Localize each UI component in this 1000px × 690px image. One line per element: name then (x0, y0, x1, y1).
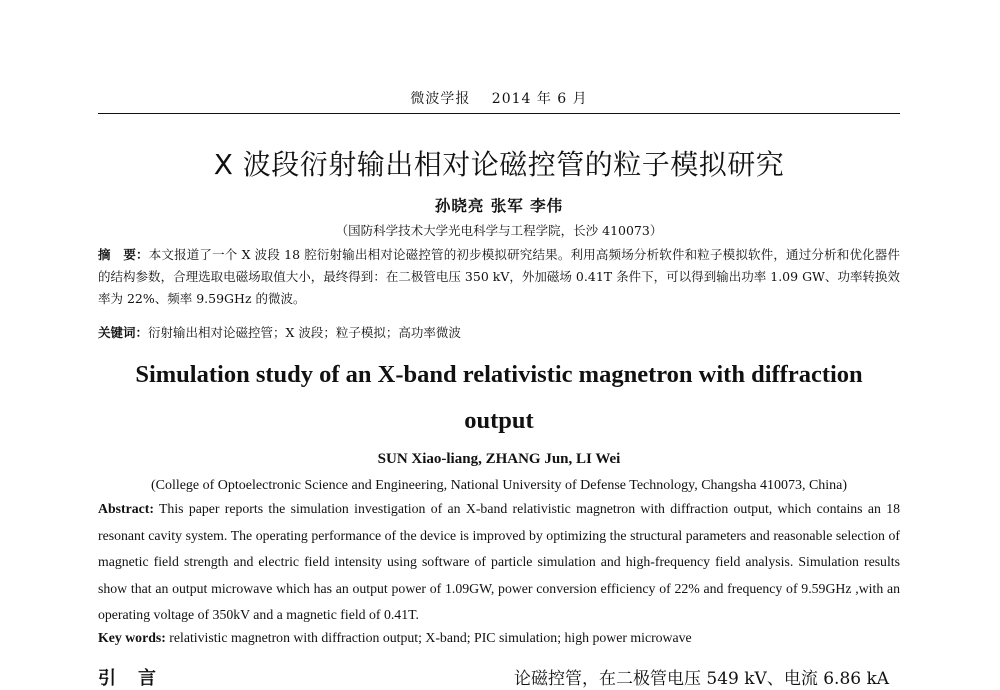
cn-keywords-text: 衍射输出相对论磁控管；X 波段；粒子模拟；高功率微波 (148, 325, 461, 340)
en-title: Simulation study of an X-band relativistic magnetron with diffraction output (135, 361, 863, 434)
cn-keywords-label: 关键词： (98, 325, 149, 340)
cn-abstract (98, 244, 900, 310)
cn-authors: 孙晓亮 张军 李伟 (434, 197, 564, 215)
cn-keywords (98, 322, 900, 344)
header-rule (98, 113, 900, 114)
body-text-right-column: 论磁控管，在二极管电压 549 kV、电流 6.86 kA (514, 669, 890, 689)
en-keywords-text: relativistic magnetron with diffraction output; X-band; PIC simulation; high power microwave (169, 630, 692, 645)
cn-affiliation: （国防科学技术大学光电科学与工程学院，长沙 410073） (335, 223, 663, 238)
en-keywords-label: Key words: (98, 630, 166, 645)
section-heading-intro: 引言 (98, 668, 178, 689)
en-authors: SUN Xiao-liang, ZHANG Jun, LI Wei (377, 451, 621, 467)
journal-name: 微波学报 (410, 91, 471, 107)
issue-date: 2014 年 6 月 (491, 91, 588, 107)
cn-abstract-text: 本文报道了一个 X 波段 18 腔衍射输出相对论磁控管的初步模拟研究结果。利用高频场分析软件和粒子模拟软件，通过分析和优化器件的结构参数，合理选取电磁场取值大小，最终得到：在二极管电压 350 kV，外加磁场 0.41T 条件下，可以得到输出功率 1.09 GW、功率转换效率为 22%、频率 9.59GHz 的微波。 (98, 247, 900, 306)
en-abstract (98, 496, 900, 629)
en-abstract-text: This paper reports the simulation investigation of an X-band relativistic magnetron with diffraction output, which contains an 18 resonant cavity system. The operating performance of the device is improved by optimizing the structural parameters and reasonable selection of magnetic field strength and electric field intensity using software of particle simulation and high-frequency field analysis. Simulation results show that an output microwave which has an output power of 1.09GW, power conversion efficiency of 22% and frequency of 9.59GHz ,with an operating voltage of 350kV and a magnetic field of 0.41T. (98, 501, 900, 622)
cn-title: X 波段衍射输出相对论磁控管的粒子模拟研究 (213, 148, 785, 181)
en-keywords (98, 626, 900, 650)
en-affiliation: (College of Optoelectronic Science and Engineering, National University of Defense Technology, Changsha 410073, China) (150, 478, 848, 493)
cn-abstract-label: 摘 要： (98, 247, 149, 262)
running-header (98, 88, 900, 112)
en-abstract-label: Abstract: (98, 501, 154, 516)
